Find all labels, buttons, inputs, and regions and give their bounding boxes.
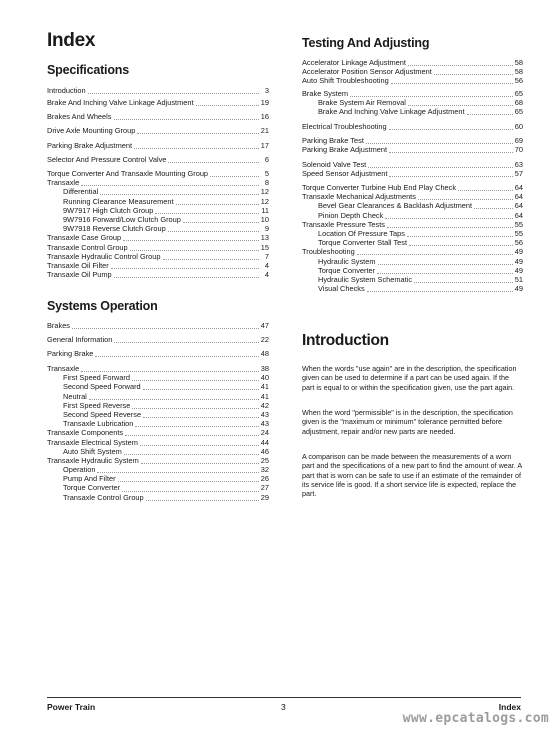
dot-leader — [378, 258, 513, 265]
index-entry — [302, 89, 523, 98]
dot-leader — [100, 188, 259, 195]
entry-label: Parking Brake — [47, 349, 94, 358]
dot-leader — [89, 393, 259, 400]
dot-leader — [130, 244, 259, 251]
entry-label: 9W7918 Reverse Clutch Group — [63, 224, 166, 234]
dot-leader — [389, 170, 512, 177]
footer-page-number: 3 — [281, 702, 286, 712]
entry-label: Visual Checks — [318, 284, 365, 294]
entry-label: Parking Brake Test — [302, 136, 364, 145]
footer-rule — [47, 697, 521, 698]
index-subentry — [302, 211, 523, 220]
entry-label: Torque Converter — [318, 265, 376, 275]
dot-leader — [409, 239, 513, 246]
intro-paragraph-3: A comparison can be made between the measurements of a worn part and the specifications of a new part to find the amount of wear. A part that is worn can be safe to use if an estimate of the remainder of its service life is good. If a short service life is expected, replace the part. — [302, 452, 522, 499]
entry-label: Transaxle Control Group — [47, 242, 128, 252]
dot-leader — [168, 156, 259, 163]
index-group — [47, 321, 269, 330]
dot-leader — [391, 77, 513, 84]
entry-page-number: 17 — [260, 141, 269, 150]
entry-page-number: 11 — [261, 205, 269, 215]
testing-adjusting-heading: Testing And Adjusting — [302, 36, 430, 50]
index-entry — [47, 270, 269, 279]
introduction-heading: Introduction — [302, 332, 389, 349]
entry-label: Solenoid Valve Test — [302, 160, 367, 169]
dot-leader — [143, 411, 259, 418]
entry-label: Differential — [63, 187, 99, 197]
entry-page-number: 65 — [514, 107, 523, 117]
entry-page-number: 38 — [260, 364, 269, 373]
index-subentry — [47, 447, 269, 456]
dot-leader — [196, 99, 259, 106]
entry-label: Torque Converter Stall Test — [318, 238, 408, 248]
entry-label: Parking Brake Adjustment — [302, 145, 388, 155]
entry-label: Transaxle Hydraulic System — [47, 455, 139, 465]
dot-leader — [389, 146, 513, 153]
index-subentry — [47, 419, 269, 428]
index-entry — [47, 98, 269, 107]
index-entry — [47, 321, 269, 330]
entry-label: General Information — [47, 335, 113, 344]
index-group — [302, 160, 523, 178]
index-entry — [47, 428, 269, 437]
entry-label: Running Clearance Measurement — [63, 196, 174, 206]
entry-label: Introduction — [47, 86, 86, 95]
entry-page-number: 41 — [260, 391, 269, 401]
index-subentry — [302, 98, 523, 107]
index-group — [302, 58, 523, 86]
index-entry — [47, 335, 269, 344]
index-entry — [302, 160, 523, 169]
index-entry — [302, 67, 523, 76]
dot-leader — [168, 225, 259, 232]
dot-leader — [122, 485, 259, 492]
entry-page-number: 60 — [514, 122, 523, 131]
entry-label: Transaxle Pressure Tests — [302, 219, 385, 229]
index-subentry — [302, 275, 523, 284]
index-entry — [47, 141, 269, 150]
entry-page-number: 70 — [514, 145, 523, 155]
entry-label: Transaxle — [47, 178, 80, 188]
entry-page-number: 41 — [260, 382, 269, 392]
index-entry — [47, 364, 269, 373]
index-subentry — [47, 224, 269, 233]
dot-leader — [125, 429, 259, 436]
entry-page-number: 26 — [260, 474, 269, 484]
entry-label: Parking Brake Adjustment — [47, 141, 133, 150]
dot-leader — [88, 87, 259, 94]
entry-page-number: 29 — [260, 492, 269, 502]
entry-label: Transaxle Oil Filter — [47, 260, 109, 270]
entry-label: Speed Sensor Adjustment — [302, 169, 388, 179]
index-subentry — [302, 238, 523, 247]
entry-label: Operation — [63, 465, 96, 475]
entry-label: Transaxle Hydraulic Control Group — [47, 251, 161, 261]
entry-page-number: 4 — [264, 270, 269, 280]
entry-label: Neutral — [63, 391, 87, 401]
entry-label: Brakes — [47, 321, 71, 330]
index-entry — [47, 169, 269, 178]
dot-leader — [368, 161, 513, 168]
dot-leader — [389, 123, 513, 130]
index-subentry — [302, 229, 523, 238]
entry-label: Transaxle Electrical System — [47, 437, 138, 447]
entry-page-number: 49 — [514, 284, 523, 294]
dot-leader — [377, 267, 513, 274]
entry-label: Bevel Gear Clearances & Backlash Adjustment — [318, 201, 473, 211]
entry-page-number: 57 — [514, 169, 523, 179]
index-subentry — [47, 373, 269, 382]
index-subentry — [47, 465, 269, 474]
entry-page-number: 56 — [514, 238, 523, 248]
entry-page-number: 64 — [514, 201, 523, 211]
index-group — [302, 122, 523, 131]
entry-label: Location Of Pressure Taps — [318, 228, 405, 238]
entry-label: 9W7917 High Clutch Group — [63, 205, 154, 215]
entry-page-number: 64 — [514, 192, 523, 202]
entry-page-number: 16 — [260, 112, 269, 121]
dot-leader — [350, 90, 513, 97]
index-group — [302, 136, 523, 154]
entry-label: Drive Axle Mounting Group — [47, 126, 136, 135]
entry-page-number: 27 — [260, 483, 269, 493]
index-entry — [47, 349, 269, 358]
entry-page-number: 21 — [260, 126, 269, 135]
entry-label: Accelerator Position Sensor Adjustment — [302, 67, 432, 77]
dot-leader — [137, 127, 258, 134]
dot-leader — [407, 230, 513, 237]
watermark: www.epcatalogs.com — [402, 711, 549, 726]
entry-label: Pinion Depth Check — [318, 210, 384, 220]
dot-leader — [81, 179, 259, 186]
entry-label: Auto Shift Troubleshooting — [302, 76, 389, 86]
entry-page-number: 22 — [260, 335, 269, 344]
index-group — [47, 155, 269, 164]
entry-page-number: 40 — [260, 373, 269, 383]
entry-page-number: 51 — [514, 274, 523, 284]
footer-right: Index — [498, 702, 521, 712]
index-group — [302, 183, 523, 293]
index-subentry — [47, 483, 269, 492]
entry-page-number: 10 — [260, 214, 269, 224]
index-subentry — [47, 382, 269, 391]
specifications-heading: Specifications — [47, 63, 129, 77]
index-entry — [47, 252, 269, 261]
dot-leader — [95, 350, 258, 357]
entry-page-number: 4 — [264, 260, 269, 270]
entry-page-number: 48 — [260, 349, 269, 358]
index-group — [47, 98, 269, 107]
entry-page-number: 9 — [264, 224, 269, 234]
entry-label: Brake And Inching Valve Linkage Adjustment — [47, 98, 194, 107]
entry-page-number: 25 — [260, 455, 269, 465]
entry-page-number: 49 — [514, 256, 523, 266]
entry-page-number: 24 — [260, 428, 269, 438]
index-subentry — [47, 215, 269, 224]
dot-leader — [366, 137, 513, 144]
entry-page-number: 49 — [514, 265, 523, 275]
entry-page-number: 3 — [264, 86, 269, 95]
index-subentry — [302, 266, 523, 275]
entry-page-number: 55 — [514, 219, 523, 229]
dot-leader — [414, 276, 513, 283]
dot-leader — [135, 420, 258, 427]
entry-label: First Speed Forward — [63, 373, 130, 383]
dot-leader — [418, 193, 513, 200]
entry-label: Torque Converter And Transaxle Mounting Group — [47, 169, 209, 178]
entry-label: Selector And Pressure Control Valve — [47, 155, 167, 164]
entry-page-number: 47 — [260, 321, 269, 330]
entry-label: Second Speed Reverse — [63, 409, 142, 419]
entry-page-number: 65 — [514, 89, 523, 98]
entry-label: 9W7916 Forward/Low Clutch Group — [63, 214, 181, 224]
dot-leader — [357, 248, 513, 255]
dot-leader — [141, 457, 259, 464]
index-subentry — [302, 284, 523, 293]
index-entry — [47, 261, 269, 270]
entry-label: Transaxle Components — [47, 428, 124, 438]
index-entry — [302, 169, 523, 178]
dot-leader — [123, 234, 259, 241]
entry-page-number: 64 — [514, 183, 523, 192]
index-entry — [47, 233, 269, 242]
dot-leader — [143, 383, 259, 390]
dot-leader — [140, 439, 259, 446]
dot-leader — [176, 198, 259, 205]
entry-label: Electrical Troubleshooting — [302, 122, 387, 131]
index-group — [47, 112, 269, 121]
entry-page-number: 55 — [514, 228, 523, 238]
dot-leader — [434, 68, 513, 75]
index-entry — [302, 247, 523, 256]
entry-label: Hydraulic System — [318, 256, 376, 266]
index-entry — [47, 86, 269, 95]
entry-page-number: 49 — [514, 247, 523, 257]
dot-leader — [163, 253, 259, 260]
index-subentry — [302, 257, 523, 266]
index-subentry — [47, 206, 269, 215]
entry-page-number: 15 — [260, 242, 269, 252]
entry-page-number: 5 — [264, 169, 269, 178]
index-subentry — [302, 107, 523, 116]
dot-leader — [467, 108, 513, 115]
intro-paragraph-1: When the words "use again" are in the description, the specification given can be used to determine if a part can be used again. If the part is equal to or within the specification given, use the part again. — [302, 364, 517, 392]
index-group — [47, 141, 269, 150]
dot-leader — [132, 374, 259, 381]
index-group — [47, 364, 269, 502]
entry-label: Transaxle Case Group — [47, 233, 122, 243]
index-subentry — [47, 410, 269, 419]
entry-label: Transaxle Lubrication — [63, 419, 134, 429]
index-subentry — [47, 197, 269, 206]
index-entry — [47, 243, 269, 252]
entry-label: Brakes And Wheels — [47, 112, 112, 121]
index-entry — [47, 155, 269, 164]
dot-leader — [81, 365, 259, 372]
index-entry — [47, 438, 269, 447]
entry-label: Torque Converter — [63, 483, 121, 493]
dot-leader — [474, 202, 513, 209]
index-entry — [302, 183, 523, 192]
entry-page-number: 12 — [260, 187, 269, 197]
dot-leader — [387, 221, 513, 228]
entry-page-number: 32 — [260, 465, 269, 475]
entry-label: Transaxle Control Group — [63, 492, 144, 502]
index-entry — [302, 145, 523, 154]
index-subentry — [302, 201, 523, 210]
entry-label: Auto Shift System — [63, 446, 122, 456]
entry-page-number: 6 — [264, 155, 269, 164]
entry-page-number: 44 — [260, 437, 269, 447]
entry-label: Transaxle Mechanical Adjustments — [302, 192, 416, 202]
index-entry — [302, 136, 523, 145]
dot-leader — [458, 184, 513, 191]
dot-leader — [124, 448, 259, 455]
dot-leader — [114, 336, 258, 343]
dot-leader — [408, 99, 513, 106]
dot-leader — [155, 207, 259, 214]
entry-label: Accelerator Linkage Adjustment — [302, 58, 406, 67]
index-subentry — [47, 474, 269, 483]
entry-page-number: 43 — [260, 419, 269, 429]
index-entry — [47, 178, 269, 187]
index-group — [47, 86, 269, 95]
entry-label: Torque Converter Turbine Hub End Play Check — [302, 183, 457, 192]
index-entry — [47, 112, 269, 121]
entry-page-number: 58 — [514, 67, 523, 77]
entry-page-number: 58 — [514, 58, 523, 67]
index-entry — [47, 456, 269, 465]
entry-page-number: 69 — [514, 136, 523, 145]
index-group — [302, 89, 523, 117]
dot-leader — [72, 322, 259, 329]
dot-leader — [146, 494, 259, 501]
entry-page-number: 13 — [260, 233, 269, 243]
entry-label: Second Speed Forward — [63, 382, 141, 392]
entry-page-number: 8 — [264, 178, 269, 188]
dot-leader — [134, 142, 259, 149]
index-entry — [302, 58, 523, 67]
dot-leader — [114, 271, 259, 278]
entry-page-number: 43 — [260, 409, 269, 419]
entry-page-number: 68 — [514, 98, 523, 108]
dot-leader — [183, 216, 259, 223]
dot-leader — [132, 402, 258, 409]
index-subentry — [47, 401, 269, 410]
index-title: Index — [47, 30, 96, 51]
entry-label: Brake System — [302, 89, 349, 98]
entry-page-number: 42 — [260, 400, 269, 410]
dot-leader — [367, 285, 513, 292]
dot-leader — [385, 212, 512, 219]
entry-label: First Speed Reverse — [63, 400, 131, 410]
dot-leader — [408, 59, 513, 66]
entry-page-number: 7 — [264, 251, 269, 261]
entry-label: Hydraulic System Schematic — [318, 274, 413, 284]
entry-page-number: 46 — [260, 446, 269, 456]
entry-page-number: 64 — [514, 210, 523, 220]
dot-leader — [114, 113, 259, 120]
index-entry — [302, 76, 523, 85]
index-entry — [47, 126, 269, 135]
dot-leader — [97, 466, 258, 473]
index-entry — [302, 220, 523, 229]
dot-leader — [118, 475, 259, 482]
index-group — [47, 335, 269, 344]
index-subentry — [47, 187, 269, 196]
dot-leader — [111, 262, 259, 269]
index-group — [47, 349, 269, 358]
entry-label: Transaxle — [47, 364, 80, 373]
intro-paragraph-2: When the word "permissible" is in the description, the specification given is the "maximum or minimum" tolerance permitted before adjustment, repair and/or new parts are needed. — [302, 408, 513, 436]
entry-page-number: 56 — [514, 76, 523, 86]
entry-page-number: 12 — [260, 196, 269, 206]
index-subentry — [47, 392, 269, 401]
index-entry — [302, 122, 523, 131]
systems-operation-heading: Systems Operation — [47, 299, 158, 313]
entry-label: Brake System Air Removal — [318, 98, 406, 108]
dot-leader — [210, 170, 259, 177]
footer-left: Power Train — [47, 702, 96, 712]
entry-label: Transaxle Oil Pump — [47, 270, 112, 280]
entry-label: Brake And Inching Valve Linkage Adjustment — [318, 107, 465, 117]
index-entry — [302, 192, 523, 201]
entry-page-number: 19 — [260, 98, 269, 107]
index-group — [47, 169, 269, 279]
index-group — [47, 126, 269, 135]
entry-label: Troubleshooting — [302, 247, 355, 257]
index-subentry — [47, 493, 269, 502]
entry-label: Pump And Filter — [63, 474, 116, 484]
entry-page-number: 63 — [514, 160, 523, 169]
